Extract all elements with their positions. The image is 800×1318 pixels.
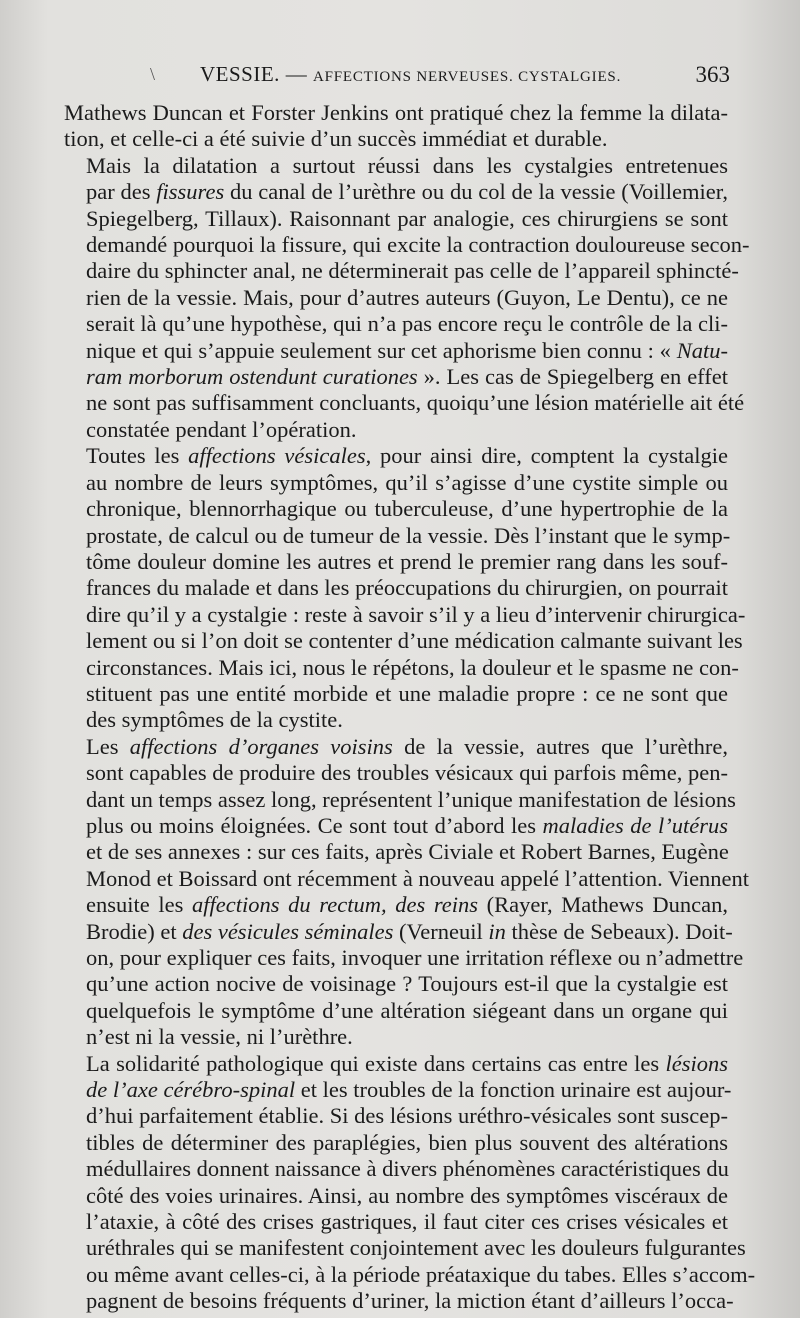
text-run: Spiegelberg, Tillaux). Raisonnant par analogie, ces chirurgiens se sont (86, 205, 728, 231)
margin-mark: \ (150, 64, 156, 84)
text-run: , pour ainsi dire, comptent la cystalgie (365, 443, 728, 469)
text-line (64, 443, 728, 469)
italic-phrase: in (488, 918, 506, 944)
text-line (64, 179, 728, 205)
text-line (64, 1024, 728, 1050)
text-run: nique et qui s’appuie seulement sur cet aphorisme bien connu : « (86, 337, 677, 363)
text-run: n’est ni la vessie, ni l’urèthre. (86, 1024, 353, 1050)
text-line (64, 918, 733, 945)
text-line (64, 892, 728, 918)
italic-phrase: Natu- (676, 337, 728, 363)
text-run: daire du sphincter anal, ne déterminerait pas celle de l’appareil sphincté- (86, 258, 739, 284)
text-line (64, 760, 728, 786)
italic-phrase: fissures (156, 179, 225, 205)
text-line (64, 971, 728, 997)
italic-phrase: des vésicules séminales (182, 918, 394, 944)
text-run: ensuite les (86, 892, 193, 918)
text-run: rien de la vessie. Mais, pour d’autres auteurs (Guyon, Le Dentu), ce ne (86, 284, 728, 310)
text-run: plus ou moins éloignées. Ce sont tout d’abord les (86, 812, 543, 838)
text-line (64, 945, 744, 971)
text-line (64, 998, 728, 1024)
text-line (64, 865, 750, 892)
text-line (64, 601, 746, 628)
text-run: ». Les cas de Spiegelberg en effet (417, 364, 729, 390)
text-line (64, 364, 728, 390)
text-line (64, 1051, 728, 1077)
running-title (200, 62, 621, 87)
italic-phrase: ram morborum ostendunt curationes (86, 364, 418, 390)
text-line (64, 549, 728, 575)
text-run: constatée pendant l’opération. (86, 416, 357, 442)
text-line (64, 1156, 728, 1182)
text-line (64, 1183, 728, 1209)
text-line (64, 1130, 728, 1156)
paragraph (64, 733, 750, 1051)
text-run: Les (86, 733, 130, 759)
text-line (64, 417, 728, 443)
text-line (64, 654, 739, 681)
text-line (64, 786, 736, 813)
text-line (64, 232, 750, 258)
text-run: (Rayer, Mathews Duncan, (478, 892, 728, 918)
text-line (64, 707, 728, 733)
text-line (64, 390, 745, 416)
italic-phrase: affections d’organes voisins (129, 733, 393, 759)
text-run: côté des voies urinaires. Ainsi, au nombre des symptômes viscéraux de (86, 1182, 728, 1208)
text-run: tôme douleur domine les autres et prend le premier rang dans les souf- (86, 548, 728, 574)
text-line (64, 813, 728, 839)
text-run: dant un temps assez long, représentent l’unique manifestation de lésions (86, 786, 736, 812)
text-run: dire qu’il y a cystalgie : reste à savoir s’il y a lieu d’intervenir chirurgica- (86, 601, 746, 627)
body-text (64, 100, 756, 1315)
italic-phrase: de l’axe cérébro-spinal (86, 1077, 296, 1103)
text-line (64, 206, 728, 232)
text-run: et de ses annexes : sur ces faits, après Civiale et Robert Barnes, Eugène (86, 839, 729, 865)
text-line (64, 839, 728, 865)
text-line (64, 681, 728, 707)
text-run: tibles de déterminer des paraplégies, bien plus souvent des altérations (86, 1129, 728, 1155)
text-run: ne sont pas suffisamment concluants, quoiqu’une lésion matérielle ait été (86, 390, 745, 416)
text-run: demandé pourquoi la fissure, qui excite la contraction douloureuse secon- (86, 232, 750, 258)
text-run: d’hui parfaitement établie. Si des lésions uréthro-vésicales sont suscep- (86, 1103, 728, 1129)
text-line (64, 1209, 728, 1235)
text-run: l’ataxie, à côté des crises gastriques, il faut citer ces crises vésicales et (86, 1209, 728, 1235)
running-title-subject: AFFECTIONS NERVEUSES. CYSTALGIES. (312, 69, 622, 85)
text-line (64, 338, 728, 364)
text-run: de la vessie, autres que l’urèthre, (392, 733, 728, 759)
text-line (64, 496, 728, 522)
text-line (64, 285, 728, 311)
text-line (64, 100, 728, 126)
text-line (64, 575, 728, 601)
text-run: médullaires donnent naissance à divers phénomènes caractéristiques du (86, 1156, 729, 1182)
text-run: serait là qu’une hypothèse, qui n’a pas encore reçu le contrôle de la cli- (86, 311, 728, 337)
text-run: La solidarité pathologique qui existe dans certains cas entre les (86, 1050, 666, 1076)
text-run: uréthrales qui se manifestent conjointement avec les douleurs fulgurantes (86, 1235, 746, 1261)
paragraph (64, 152, 750, 443)
running-title-main: VESSIE. (200, 62, 280, 86)
text-line (64, 1235, 746, 1261)
text-line (64, 258, 739, 284)
text-line (64, 153, 728, 179)
text-line (64, 734, 728, 760)
text-run: du canal de l’urèthre ou du col de la vessie (Voillemier, (224, 179, 728, 205)
italic-phrase: affections du rectum, des reins (192, 892, 479, 918)
text-run: au nombre de leurs symptômes, qu’il s’agisse d’une cystite simple ou (86, 469, 728, 495)
text-line (64, 522, 731, 549)
text-run: pagnent de besoins fréquents d’uriner, la miction étant d’ailleurs l’occa- (86, 1288, 734, 1314)
text-run: prostate, de calcul ou de tumeur de la vessie. Dès l’instant que le symp- (86, 522, 731, 548)
text-run: Monod et Boissard ont récemment à nouveau appelé l’attention. Viennent (86, 865, 750, 891)
text-line (64, 1288, 734, 1314)
running-header (150, 62, 730, 92)
text-run: lement ou si l’on doit se contenter d’une médication calmante suivant les (86, 628, 743, 654)
text-run: Brodie) et (86, 918, 183, 944)
text-line (64, 470, 728, 496)
italic-phrase: affections vésicales (188, 443, 366, 469)
text-run: Toutes les (86, 443, 189, 469)
text-run: sont capables de produire des troubles vésicaux qui parfois même, pen- (86, 760, 728, 786)
text-run: stituent pas une entité morbide et une maladie propre : ce ne sont que (86, 680, 728, 706)
text-run: (Verneuil (393, 918, 489, 944)
text-run: circonstances. Mais ici, nous le répétons, la douleur et le spasme ne con- (86, 654, 739, 680)
text-run: frances du malade et dans les préoccupations du chirurgien, on pourrait (86, 575, 728, 601)
paragraph (64, 443, 746, 733)
text-run: des symptômes de la cystite. (86, 707, 343, 733)
text-run: tion, et celle-ci a été suivie d’un succès immédiat et durable. (64, 126, 608, 152)
text-line (64, 1103, 728, 1129)
text-run: on, pour expliquer ces faits, invoquer une irritation réflexe ou n’admettre (86, 945, 744, 970)
text-line (64, 1077, 732, 1103)
text-run: et les troubles de la fonction urinaire est aujour- (295, 1077, 732, 1103)
text-line (64, 1261, 756, 1288)
text-run: ou même avant celles-ci, à la période préataxique du tabes. Elles s’accom- (86, 1261, 756, 1287)
text-line (64, 311, 728, 337)
text-line (64, 628, 743, 654)
text-run: qu’une action nocive de voisinage ? Toujours est-il que la cystalgie est (86, 971, 728, 997)
page-number: 363 (695, 62, 730, 87)
paragraph (64, 100, 728, 153)
italic-phrase: lésions (665, 1050, 728, 1076)
text-line (64, 126, 728, 152)
text-run: Mathews Duncan et Forster Jenkins ont pratiqué chez la femme la dilata- (64, 100, 728, 125)
text-run: quelquefois le symptôme d’une altération siégeant dans un organe qui (86, 997, 728, 1023)
italic-phrase: maladies de l’utérus (542, 812, 728, 838)
text-run: chronique, blennorrhagique ou tuberculeuse, d’une hypertrophie de la (86, 496, 728, 522)
text-run: Mais la dilatation a surtout réussi dans les cystalgies entretenues (86, 152, 728, 178)
text-run: thèse de Sebeaux). Doit- (505, 918, 733, 944)
running-title-dash: — (285, 62, 308, 86)
paragraph (64, 1050, 756, 1315)
text-run: par des (86, 179, 157, 205)
